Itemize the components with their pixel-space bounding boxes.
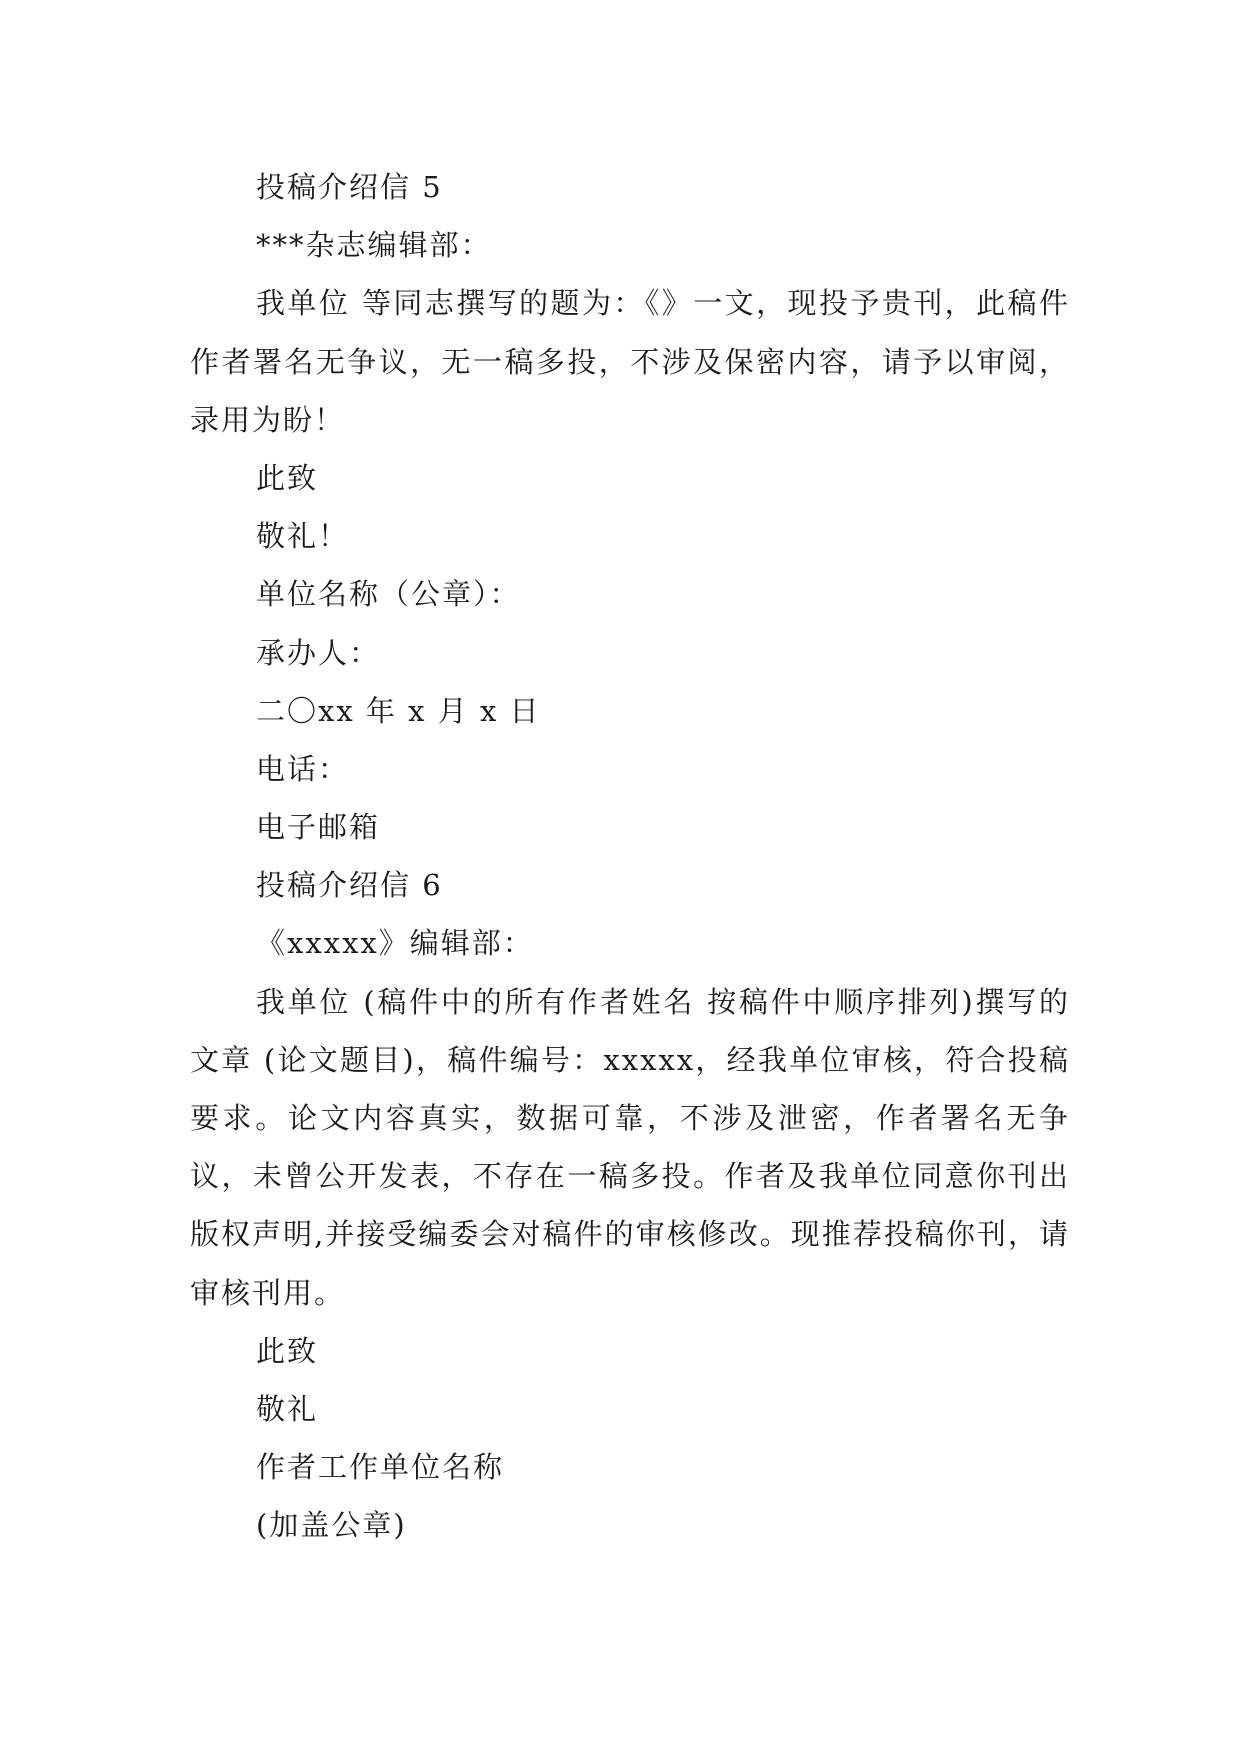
letter-5-phone: 电话： xyxy=(256,751,350,786)
letter-6-closing-2: 敬礼 xyxy=(256,1392,319,1427)
letter-6-unit-name: 作者工作单位名称 xyxy=(256,1450,505,1485)
letter-6-closing-1: 此致 xyxy=(256,1333,319,1368)
letter-5-email: 电子邮箱 xyxy=(256,810,381,845)
letter-5-salutation: ***杂志编辑部： xyxy=(256,228,492,263)
letter-5-closing-1: 此致 xyxy=(256,460,319,495)
letter-5-unit-name: 单位名称（公章）： xyxy=(256,577,521,612)
letter-5-handler: 承办人： xyxy=(256,635,381,670)
letter-5-date: 二〇xx 年 x 月 x 日 xyxy=(256,693,541,728)
letter-6-title: 投稿介绍信 6 xyxy=(256,868,443,903)
document-content xyxy=(190,158,1070,1555)
letter-5-closing-2: 敬礼！ xyxy=(256,519,350,554)
letter-5-title: 投稿介绍信 5 xyxy=(256,170,443,204)
letter-6-stamp-note: (加盖公章) xyxy=(256,1508,407,1543)
letter-5-body: 我单位 等同志撰写的题为：《》一文，现投予贵刊，此稿件作者署名无争议，无一稿多投，不涉及保密内容，请予以审阅，录用为盼！ xyxy=(190,286,1070,437)
letter-6-salutation: 《xxxxx》编辑部： xyxy=(256,926,534,961)
letter-6-body: 我单位 (稿件中的所有作者姓名 按稿件中顺序排列)撰写的文章 (论文题目)，稿件编号：xxxxx，经我单位审核，符合投稿要求。论文内容真实，数据可靠，不涉及泄密，作者署名无争议，未曾公开发表，不存在一稿多投。作者及我单位同意你刊出版权声明,并接受编委会对稿件的审核修改。现推荐投稿你刊，请审核刊用。 xyxy=(190,984,1070,1310)
